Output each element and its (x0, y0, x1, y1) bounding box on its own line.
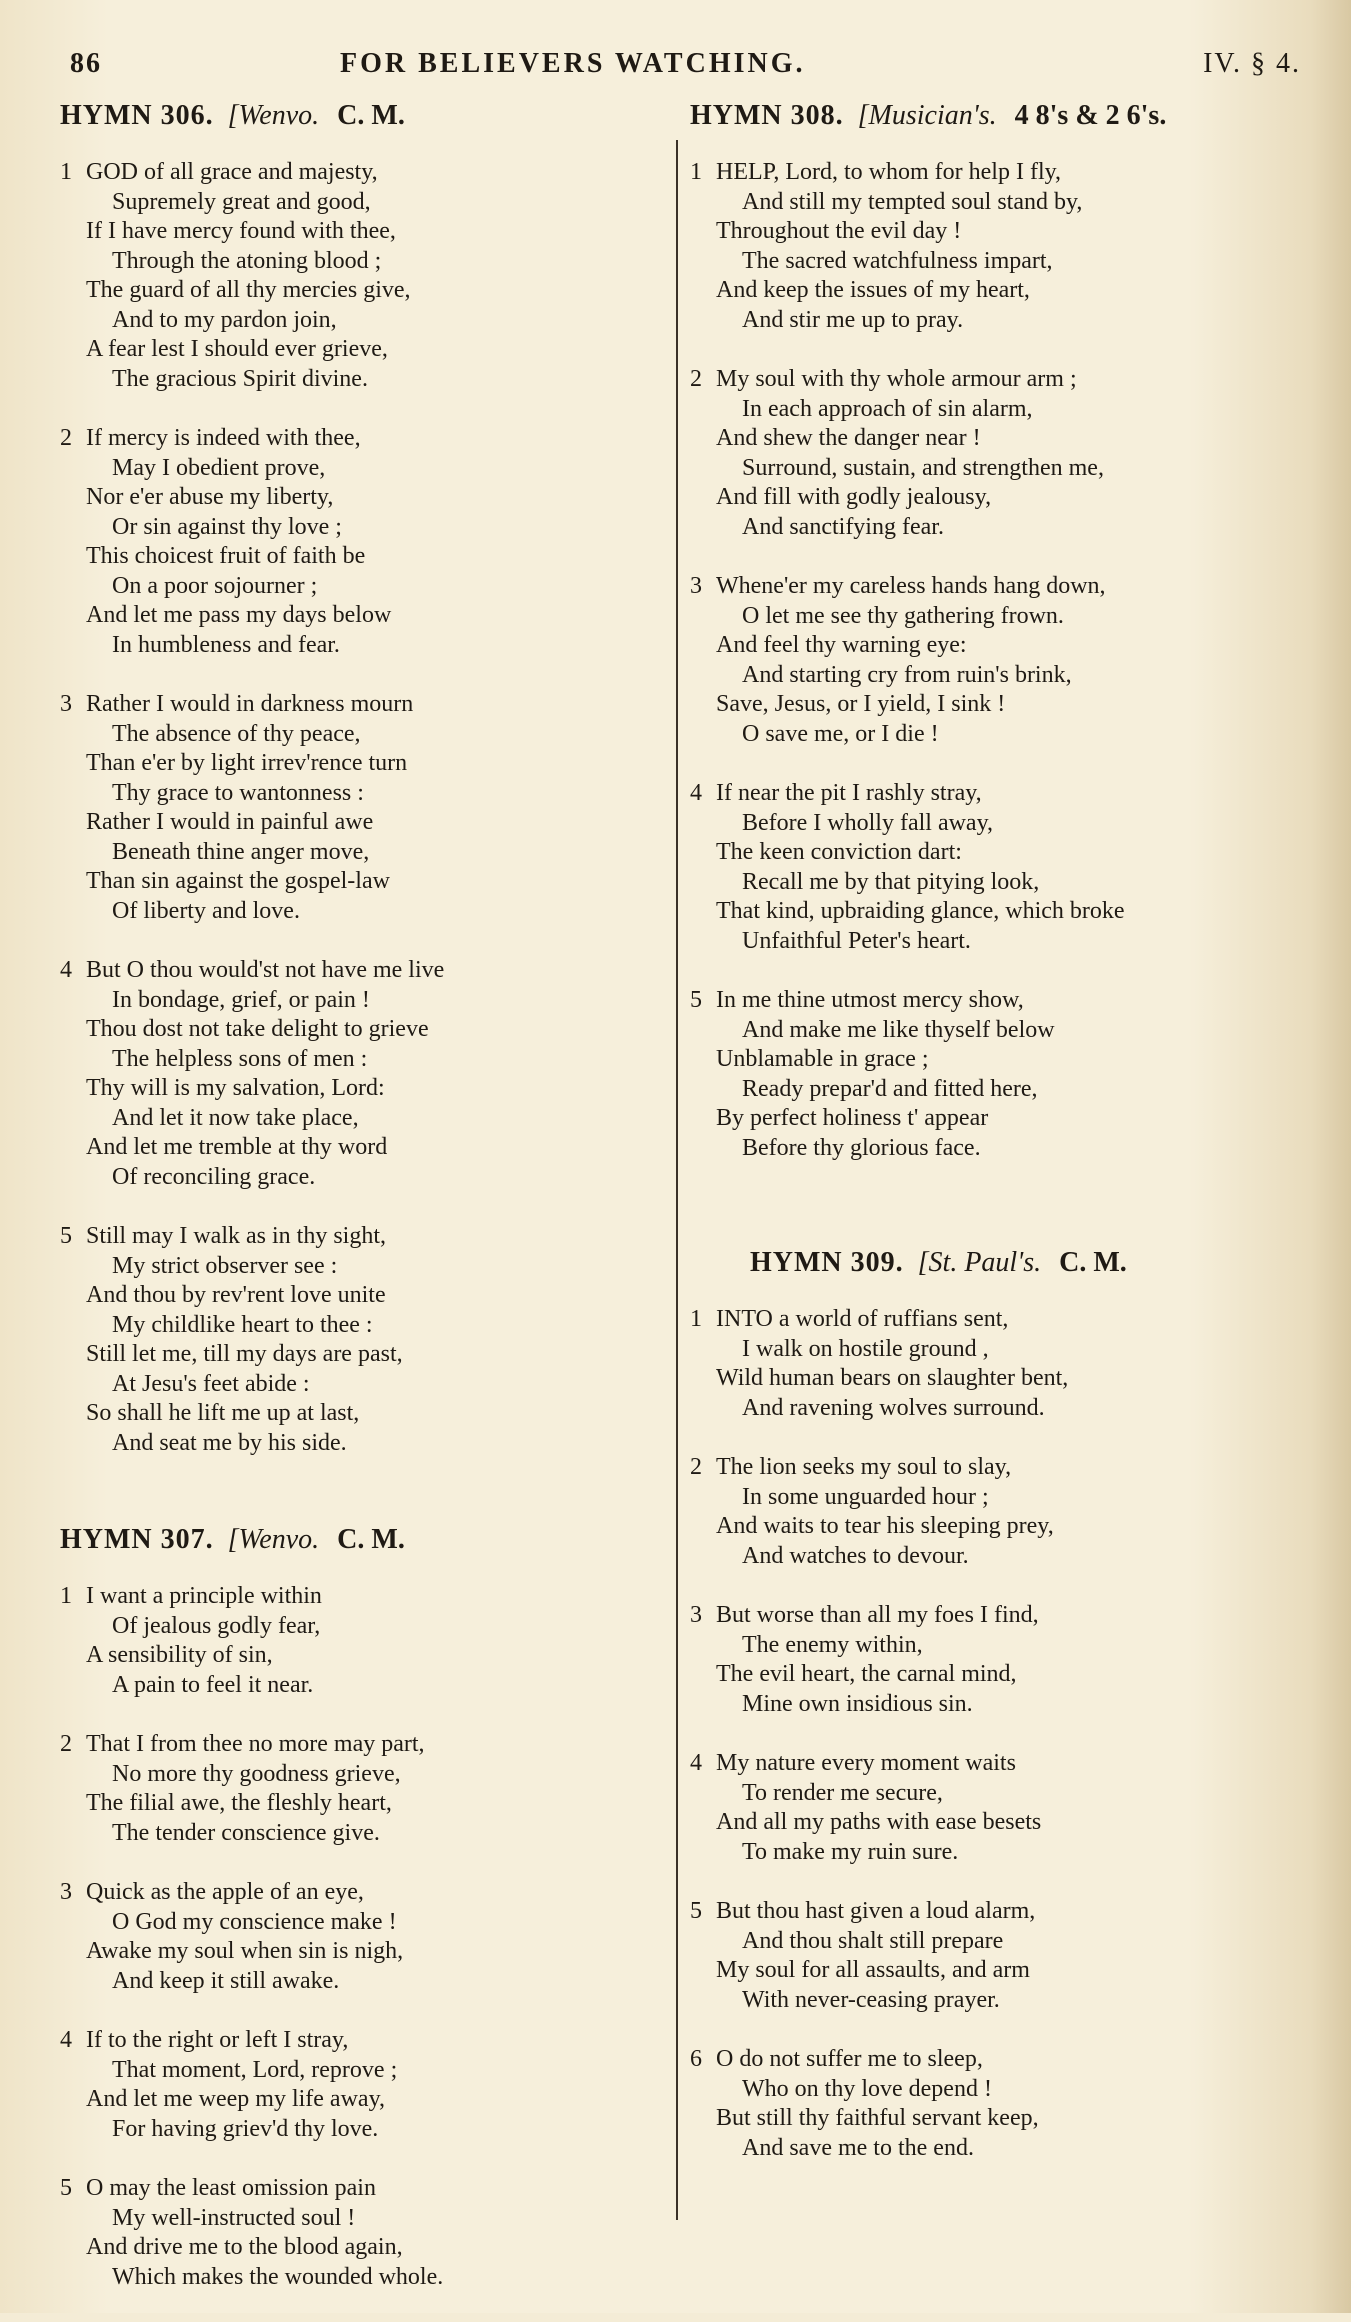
verse-line-text: My childlike heart to thee : (112, 1311, 373, 1338)
verse-line (60, 572, 660, 602)
verse-number: 4 (60, 2027, 72, 2053)
verse-line-text: If to the right or left I stray, (86, 2027, 349, 2053)
verse-line (60, 867, 660, 897)
verse-line-text: Rather I would in painful awe (86, 809, 374, 835)
verse-number: 4 (60, 957, 72, 983)
verse-line-text: To make my ruin sure. (742, 1838, 959, 1865)
verse-line (690, 1075, 1300, 1105)
verse-line-text: And ravening wolves surround. (742, 1394, 1045, 1421)
verse-line (60, 808, 660, 838)
verse-line-text: My well-instructed soul ! (112, 2204, 356, 2231)
verse-line (60, 247, 660, 277)
verse-line (60, 483, 660, 513)
verse-line (60, 2174, 660, 2204)
verse-line-text: O do not suffer me to sleep, (716, 2046, 983, 2072)
verse-line-text: Of liberty and love. (112, 897, 300, 924)
verse-line-text: The guard of all thy mercies give, (86, 277, 411, 303)
verse-line (60, 513, 660, 543)
verse-line (60, 1582, 660, 1612)
verse-line (60, 1311, 660, 1341)
verse-number: 5 (690, 1898, 702, 1924)
verse-line (690, 454, 1300, 484)
verse (60, 1222, 660, 1458)
verse-line (60, 1163, 660, 1193)
verse-line-text: My soul with thy whole armour arm ; (716, 366, 1077, 392)
verse-line (60, 631, 660, 661)
verse-line (60, 1760, 660, 1790)
verse-line (690, 1335, 1300, 1365)
verse (690, 1601, 1300, 1719)
verse-line (60, 1612, 660, 1642)
verse-line-text: If mercy is indeed with thee, (86, 425, 361, 451)
running-title: FOR BELIEVERS WATCHING. (340, 48, 806, 79)
verse-line (60, 1641, 660, 1671)
verse-line (690, 868, 1300, 898)
verse (690, 572, 1300, 749)
verse-line (690, 986, 1300, 1016)
verse-line-text: The helpless sons of men : (112, 1045, 368, 1072)
verse-line (60, 1340, 660, 1370)
verse-line-text: The gracious Spirit divine. (112, 365, 368, 392)
verse-line-text: In humbleness and fear. (112, 631, 340, 658)
verse-line-text: In me thine utmost mercy show, (716, 987, 1024, 1013)
hymn-spacer (60, 1488, 660, 1524)
verse-line-text: To render me secure, (742, 1779, 943, 1806)
verse-line (60, 1730, 660, 1760)
verse-line-text: The enemy within, (742, 1631, 923, 1658)
verse-line (60, 1133, 660, 1163)
verse-line (690, 927, 1300, 957)
verse-line-text: I want a principle within (86, 1583, 322, 1609)
verse-line-text: Which makes the wounded whole. (112, 2263, 444, 2290)
verse-line (60, 1252, 660, 1282)
verse-number: 2 (60, 425, 72, 451)
verse-number: 4 (690, 780, 702, 806)
hymn-heading (60, 100, 660, 132)
verse-line-text: Thy grace to wantonness : (112, 779, 364, 806)
hymn-heading (690, 1247, 1300, 1279)
verse-line-text: And let me tremble at thy word (86, 1134, 388, 1160)
verse-line (690, 1660, 1300, 1690)
verse-line-text: Still let me, till my days are past, (86, 1341, 403, 1367)
verse (690, 986, 1300, 1163)
verse-line-text: INTO a world of ruffians sent, (716, 1306, 1009, 1332)
verse-line (690, 1690, 1300, 1720)
verse-line-text: My strict observer see : (112, 1252, 338, 1279)
verse (690, 1897, 1300, 2015)
verse (690, 1453, 1300, 1571)
verse-line-text: That I from thee no more may part, (86, 1731, 425, 1757)
verse-line-text: Of reconciling grace. (112, 1163, 316, 1190)
verse-line (690, 1927, 1300, 1957)
verse-line (60, 1074, 660, 1104)
verse-number: 1 (690, 1306, 702, 1332)
verse-line-text: My nature every moment waits (716, 1750, 1016, 1776)
verse-line-text: Still may I walk as in thy sight, (86, 1223, 386, 1249)
verse-line (690, 158, 1300, 188)
verse-line-text: Than e'er by light irrev'rence turn (86, 750, 408, 776)
verse-line (690, 1631, 1300, 1661)
column-divider (676, 140, 678, 2220)
verse-line (60, 1429, 660, 1459)
verse-line-text: Supremely great and good, (112, 188, 371, 215)
verse-line (690, 1134, 1300, 1164)
verse-number: 3 (60, 691, 72, 717)
verse-number: 5 (60, 1223, 72, 1249)
verse-line-text: Wild human bears on slaughter bent, (716, 1365, 1069, 1391)
verse-line (60, 749, 660, 779)
hymn-tune: [Musician's. (857, 100, 997, 131)
verse-line-text: And still my tempted soul stand by, (742, 188, 1083, 215)
verse-line-text: Rather I would in darkness mourn (86, 691, 414, 717)
verse-line-text: And sanctifying fear. (742, 513, 944, 540)
verse-line-text: And seat me by his side. (112, 1429, 347, 1456)
verse-line (60, 1370, 660, 1400)
verse-line (60, 2233, 660, 2263)
verse-line (60, 1222, 660, 1252)
verse-line (60, 2085, 660, 2115)
verse-line (60, 897, 660, 927)
verse-line (60, 158, 660, 188)
verse-line (690, 2075, 1300, 2105)
verse-line-text: And drive me to the blood again, (86, 2234, 403, 2260)
hymn-number: HYMN 308. (690, 100, 844, 131)
verse-line (60, 2026, 660, 2056)
verse-line (60, 454, 660, 484)
page-number: 86 (70, 48, 102, 79)
verse-line-text: That moment, Lord, reprove ; (112, 2056, 398, 2083)
verse-line-text: The tender conscience give. (112, 1819, 380, 1846)
verse-line-text: And let it now take place, (112, 1104, 359, 1131)
verse-line-text: No more thy goodness grieve, (112, 1760, 401, 1787)
verse-line (60, 1937, 660, 1967)
verse-number: 1 (60, 1583, 72, 1609)
verse-line-text: And to my pardon join, (112, 306, 337, 333)
verse-line-text: The filial awe, the fleshly heart, (86, 1790, 392, 1816)
verse-line-text: And thou shalt still prepare (742, 1927, 1004, 1954)
verse-line-text: Through the atoning blood ; (112, 247, 382, 274)
verse-line (690, 2104, 1300, 2134)
verse-line-text: That kind, upbraiding glance, which broke (716, 898, 1125, 924)
hymn-meter: C. M. (1059, 1247, 1127, 1278)
verse-line-text: Than sin against the gospel-law (86, 868, 390, 894)
verse-line (690, 1305, 1300, 1335)
verse-line-text: In each approach of sin alarm, (742, 395, 1033, 422)
verse-line-text: The sacred watchfulness impart, (742, 247, 1053, 274)
verse-line-text: But worse than all my foes I find, (716, 1602, 1039, 1628)
verse (690, 158, 1300, 335)
verse-line (60, 1878, 660, 1908)
verse-line-text: With never-ceasing prayer. (742, 1986, 1000, 2013)
verse-number: 2 (690, 366, 702, 392)
verse (690, 365, 1300, 542)
verse-line (690, 897, 1300, 927)
verse (60, 424, 660, 660)
section-signature: IV. § 4. (1203, 48, 1301, 79)
verse-line-text: But still thy faithful servant keep, (716, 2105, 1039, 2131)
verse-line-text: O let me see thy gathering frown. (742, 602, 1064, 629)
verse-line-text: The absence of thy peace, (112, 720, 361, 747)
verse-line-text: Or sin against thy love ; (112, 513, 342, 540)
verse-line-text: In some unguarded hour ; (742, 1483, 989, 1510)
verse-line (60, 365, 660, 395)
verse-line (60, 1104, 660, 1134)
verse-number: 1 (60, 159, 72, 185)
verse-line-text: May I obedient prove, (112, 454, 326, 481)
verse-line-text: Ready prepar'd and fitted here, (742, 1075, 1038, 1102)
verse (690, 1749, 1300, 1867)
verse-line-text: O may the least omission pain (86, 2175, 376, 2201)
verse-line-text: For having griev'd thy love. (112, 2115, 379, 2142)
verse-line-text: Thou dost not take delight to grieve (86, 1016, 429, 1042)
verse-line (690, 424, 1300, 454)
verse-line (60, 601, 660, 631)
hymn-meter: C. M. (337, 100, 405, 131)
verse-line-text: Awake my soul when sin is nigh, (86, 1938, 404, 1964)
verse-line (690, 690, 1300, 720)
verse-line-text: This choicest fruit of faith be (86, 543, 366, 569)
verse-line (690, 1394, 1300, 1424)
verse-line-text: And watches to devour. (742, 1542, 969, 1569)
verse-line-text: But thou hast given a loud alarm, (716, 1898, 1036, 1924)
verse (60, 2026, 660, 2144)
verse-line (60, 838, 660, 868)
verse-line (690, 2045, 1300, 2075)
verse-line-text: My soul for all assaults, and arm (716, 1957, 1030, 1983)
left-column (60, 100, 660, 2322)
verse-line-text: If I have mercy found with thee, (86, 218, 396, 244)
verse-line-text: And waits to tear his sleeping prey, (716, 1513, 1054, 1539)
verse-line (690, 631, 1300, 661)
verse-line (690, 661, 1300, 691)
verse-number: 3 (690, 573, 702, 599)
verse-number: 5 (690, 987, 702, 1013)
verse-line-text: And starting cry from ruin's brink, (742, 661, 1072, 688)
verse-line (60, 1967, 660, 1997)
hymn-number: HYMN 307. (60, 1524, 214, 1555)
hymn-heading (60, 1524, 660, 1556)
verse-line (690, 395, 1300, 425)
verse-line-text: Unblamable in grace ; (716, 1046, 929, 1072)
verse-line-text: Save, Jesus, or I yield, I sink ! (716, 691, 1006, 717)
verse-number: 3 (60, 1879, 72, 1905)
verse-line (690, 1016, 1300, 1046)
verse-line (690, 1808, 1300, 1838)
verse-line-text: And fill with godly jealousy, (716, 484, 992, 510)
verse-line-text: The evil heart, the carnal mind, (716, 1661, 1017, 1687)
verse-line (690, 1364, 1300, 1394)
verse-line (690, 1838, 1300, 1868)
verse-line-text: Thy will is my salvation, Lord: (86, 1075, 385, 1101)
verse-line-text: Quick as the apple of an eye, (86, 1879, 364, 1905)
verse-line-text: And make me like thyself below (742, 1016, 1055, 1043)
verse-line (690, 779, 1300, 809)
verse-line-text: In bondage, grief, or pain ! (112, 986, 370, 1013)
verse-line-text: By perfect holiness t' appear (716, 1105, 989, 1131)
verse-line-text: And feel thy warning eye: (716, 632, 967, 658)
verse (60, 158, 660, 394)
verse-line (690, 247, 1300, 277)
hymn-heading (690, 100, 1300, 132)
verse-line (690, 1483, 1300, 1513)
verse-line (60, 1045, 660, 1075)
verse-line-text: And thou by rev'rent love unite (86, 1282, 386, 1308)
verse-line-text: Unfaithful Peter's heart. (742, 927, 971, 954)
verse-line-text: I walk on hostile ground , (742, 1335, 989, 1362)
verse-line (690, 483, 1300, 513)
verse-line (60, 690, 660, 720)
verse-line-text: And let me pass my days below (86, 602, 392, 628)
hymn-number: HYMN 309. (750, 1247, 904, 1278)
verse-line-text: On a poor sojourner ; (112, 572, 318, 599)
verse-line-text: So shall he lift me up at last, (86, 1400, 360, 1426)
hymn-meter: C. M. (337, 1524, 405, 1555)
verse-line (60, 1819, 660, 1849)
verse-line-text: Throughout the evil day ! (716, 218, 962, 244)
verse-line-text: If near the pit I rashly stray, (716, 780, 982, 806)
verse-line (60, 335, 660, 365)
verse-line (60, 1789, 660, 1819)
hymn-number: HYMN 306. (60, 100, 214, 131)
verse-line (60, 2115, 660, 2145)
verse-line (60, 2056, 660, 2086)
hymn-meter: 4 8's & 2 6's. (1014, 100, 1167, 131)
verse-number: 2 (60, 1731, 72, 1757)
verse (690, 2045, 1300, 2163)
verse-number: 3 (690, 1602, 702, 1628)
verse-line-text: And shew the danger near ! (716, 425, 981, 451)
verse-line-text: Recall me by that pitying look, (742, 868, 1040, 895)
verse-line (690, 2134, 1300, 2164)
verse (60, 1582, 660, 1700)
verse (690, 1305, 1300, 1423)
verse-line (690, 217, 1300, 247)
verse-line (690, 1897, 1300, 1927)
verse-line (60, 2204, 660, 2234)
verse-line-text: Before I wholly fall away, (742, 809, 994, 836)
verse-line-text: But O thou would'st not have me live (86, 957, 445, 983)
verse-line-text: Who on thy love depend ! (742, 2075, 992, 2102)
verse-line-text: A sensibility of sin, (86, 1642, 273, 1668)
verse-line-text: The keen conviction dart: (716, 839, 962, 865)
verse-line-text: Nor e'er abuse my liberty, (86, 484, 334, 510)
verse-line (690, 1779, 1300, 1809)
verse-line (60, 1281, 660, 1311)
verse-line-text: A pain to feel it near. (112, 1671, 314, 1698)
verse-line-text: O God my conscience make ! (112, 1908, 397, 1935)
verse-line (60, 1015, 660, 1045)
hymn-tune: [Wenvo. (227, 1524, 320, 1555)
verse-line (690, 276, 1300, 306)
verse-line (60, 956, 660, 986)
verse (60, 690, 660, 926)
verse-line-text: GOD of all grace and majesty, (86, 159, 378, 185)
verse-line (690, 1601, 1300, 1631)
verse-line-text: HELP, Lord, to whom for help I fly, (716, 159, 1062, 185)
verse-line (690, 602, 1300, 632)
verse-line (690, 809, 1300, 839)
verse-line (60, 2263, 660, 2293)
verse-line-text: Mine own insidious sin. (742, 1690, 973, 1717)
verse-line-text: Before thy glorious face. (742, 1134, 981, 1161)
verse-line (60, 276, 660, 306)
verse (690, 779, 1300, 956)
verse-number: 1 (690, 159, 702, 185)
hymn-tune: [Wenvo. (227, 100, 320, 131)
verse-line-text: And all my paths with ease besets (716, 1809, 1042, 1835)
verse-line (60, 424, 660, 454)
verse-line (690, 1956, 1300, 1986)
verse-line-text: And save me to the end. (742, 2134, 974, 2161)
verse-line-text: And keep it still awake. (112, 1967, 340, 1994)
hymn-spacer (690, 1193, 1300, 1247)
verse-number: 2 (690, 1454, 702, 1480)
verse-line (690, 365, 1300, 395)
verse-number: 5 (60, 2175, 72, 2201)
verse-line-text: The lion seeks my soul to slay, (716, 1454, 1012, 1480)
verse-line-text: Whene'er my careless hands hang down, (716, 573, 1106, 599)
verse-line (60, 217, 660, 247)
verse (60, 1730, 660, 1848)
hymn-tune: [St. Paul's. (917, 1247, 1042, 1278)
verse-line (60, 188, 660, 218)
running-head (70, 48, 1301, 88)
verse-line (690, 1749, 1300, 1779)
verse-line (690, 1512, 1300, 1542)
verse-line-text: And let me weep my life away, (86, 2086, 386, 2112)
verse-line (690, 188, 1300, 218)
verse-line (690, 306, 1300, 336)
verse-line (60, 1908, 660, 1938)
verse-line (690, 838, 1300, 868)
verse (60, 2174, 660, 2292)
verse-line (690, 1104, 1300, 1134)
verse-line (60, 720, 660, 750)
verse-line (60, 779, 660, 809)
verse-line-text: O save me, or I die ! (742, 720, 939, 747)
verse (60, 1878, 660, 1996)
verse-line-text: Beneath thine anger move, (112, 838, 370, 865)
verse-line (60, 306, 660, 336)
right-column (690, 100, 1300, 2193)
verse (60, 956, 660, 1192)
verse-line (690, 572, 1300, 602)
verse-line (690, 1986, 1300, 2016)
verse-line (690, 1453, 1300, 1483)
verse-line-text: Surround, sustain, and strengthen me, (742, 454, 1104, 481)
verse-line (690, 1542, 1300, 1572)
verse-line (690, 513, 1300, 543)
verse-line (60, 542, 660, 572)
verse-number: 6 (690, 2046, 702, 2072)
verse-line (60, 986, 660, 1016)
verse-line-text: At Jesu's feet abide : (112, 1370, 310, 1397)
verse-line-text: Of jealous godly fear, (112, 1612, 321, 1639)
verse-line-text: And stir me up to pray. (742, 306, 964, 333)
verse-line (60, 1671, 660, 1701)
verse-line (60, 1399, 660, 1429)
verse-line-text: A fear lest I should ever grieve, (86, 336, 388, 362)
verse-line (690, 720, 1300, 750)
verse-line (690, 1045, 1300, 1075)
verse-line-text: And keep the issues of my heart, (716, 277, 1030, 303)
verse-number: 4 (690, 1750, 702, 1776)
